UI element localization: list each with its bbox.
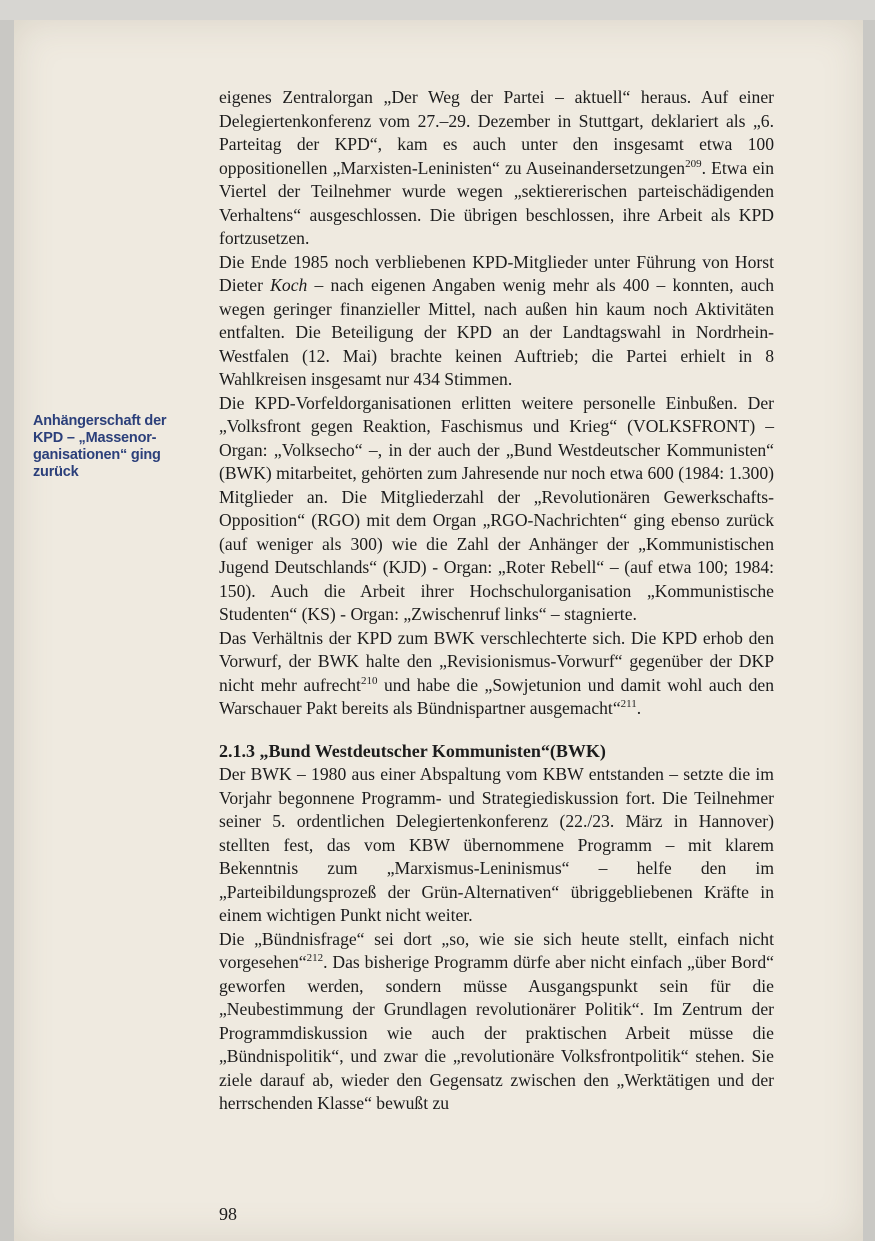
margin-note: Anhängerschaft der KPD – „Massenor-ganisationen“ ging zurück (33, 413, 167, 480)
paragraph-3: Die KPD-Vorfeldorganisationen erlitten weitere personelle Einbußen. Der „Volksfront gegen Reaktion, Faschismus und Krieg“ (VOLKSFRONT) – Organ: „Volksecho“ –, in der auch der „Bund Westdeutscher Kommunisten“ (BWK) mitarbeitet, gehörten zum Jahresende nur noch etwa 600 (1984: 1.300) Mitglieder an. Die Mitgliederzahl der „Revolutionären Gewerkschafts-Opposition“ (RGO) mit dem Organ „RGO-Nachrichten“ ging ebenso zurück (auf weniger als 300) wie die Zahl der Anhänger der „Kommunistischen Jugend Deutschlands“ (KJD) - Organ: „Roter Rebell“ – (auf etwa 100; 1984: 150). Auch die Arbeit ihrer Hochschulorganisation „Kommunistische Studenten“ (KS) - Organ: „Zwischenruf links“ – stagnierte. (219, 392, 775, 624)
paragraph-text: Die Ende 1985 noch verbliebenen KPD-Mitglieder unter Führung von Horst Dieter (219, 251, 774, 295)
paragraph-text: eigenes Zentralorgan „Der Weg der Partei – aktuell“ heraus. Auf einer Delegiertenkonferenz vom 27.–29. Dezember in Stuttgart, deklariert als „6. Parteitag der KPD“, kam es auch unter den insgesamt etwa 100 oppositionellen „Marxisten-Leninisten“ zu Auseinandersetzungen (219, 87, 774, 178)
paragraph-text: Das Verhältnis der KPD zum BWK verschlechterte sich. Die KPD erhob den Vorwurf, der BWK halte den „Revisionismus-Vorwurf“ gegenüber der DKP nicht mehr aufrecht (219, 627, 774, 695)
scan-background (0, 0, 875, 20)
footnote-marker: 211 (620, 698, 637, 711)
footnote-marker: 209 (685, 157, 702, 170)
paragraph-1 (219, 86, 774, 251)
section-heading: 2.1.3 „Bund Westdeutscher Kommunisten“(BWK) (219, 740, 606, 761)
paragraph-2 (219, 251, 774, 392)
page-number: 98 (219, 1204, 237, 1224)
footnote-marker: 210 (360, 674, 378, 687)
paragraph-text: – nach eigenen Angaben wenig mehr als 400 – konnten, auch wegen geringer finanzieller Mittel, nach außen hin kaum noch Aktivitäten entfalten. Die Beteiligung der KPD an der Landtagswahl in Nordrhein-Westfalen (12. Mai) brachte keinen Auftrieb; die Partei erhielt in 8 Wahlkreisen insgesamt nur 434 Stimmen. (219, 275, 774, 389)
person-name: Koch (270, 275, 308, 295)
paragraph-6 (219, 928, 774, 1116)
paragraph-text: . Das bisherige Programm dürfe aber nicht einfach „über Bord“ geworfen werden, sondern müsse Ausgangspunkt sein für die „Neubestimmung der Grundlagen revolutionärer Politik“. Im Zentrum der Programmdiskussion wie auch der praktischen Arbeit müsse die „Bündnispolitik“, und zwar die „revolutionäre Volksfrontpolitik“ stehen. Sie ziele darauf ab, wieder den Gegensatz zwischen den „Werktätigen und der herrschenden Klasse“ bewußt zu (219, 952, 774, 1113)
paragraph-text: . Etwa ein Viertel der Teilnehmer wurde wegen „sektiererischen parteischädigenden Verhaltens“ ausgeschlossen. Die übrigen beschlossen, ihre Arbeit als KPD fortzusetzen. (219, 157, 774, 248)
paragraph-text: Die „Bündnisfrage“ sei dort „so, wie sie sich heute stellt, einfach nicht vorgesehen“ (219, 928, 774, 972)
document-page (14, 20, 863, 1241)
paragraph-4 (219, 627, 774, 721)
footnote-marker: 212 (306, 952, 324, 965)
paragraph-5: Der BWK – 1980 aus einer Abspaltung vom KBW entstanden – setzte die im Vorjahr begonnene Programm- und Strategiediskussion fort. Die Teilnehmer seiner 5. ordentlichen Delegiertenkonferenz (22./23. März in Hannover) stellten fest, das vom KBW übernommene Programm – mit klarem Bekenntnis zum „Marxismus-Leninismus“ – helfe den im „Parteibildungsprozeß der Grün-Alternativen“ übriggebliebenen Kräfte in einem wichtigen Punkt nicht weiter. (219, 764, 774, 925)
paragraph-text: . (636, 698, 642, 718)
body-text (219, 86, 774, 1116)
paragraph-text: und habe die „Sowjetunion und damit wohl auch den Warschauer Pakt bereits als Bündnispartner ausgemacht“ (219, 674, 774, 718)
